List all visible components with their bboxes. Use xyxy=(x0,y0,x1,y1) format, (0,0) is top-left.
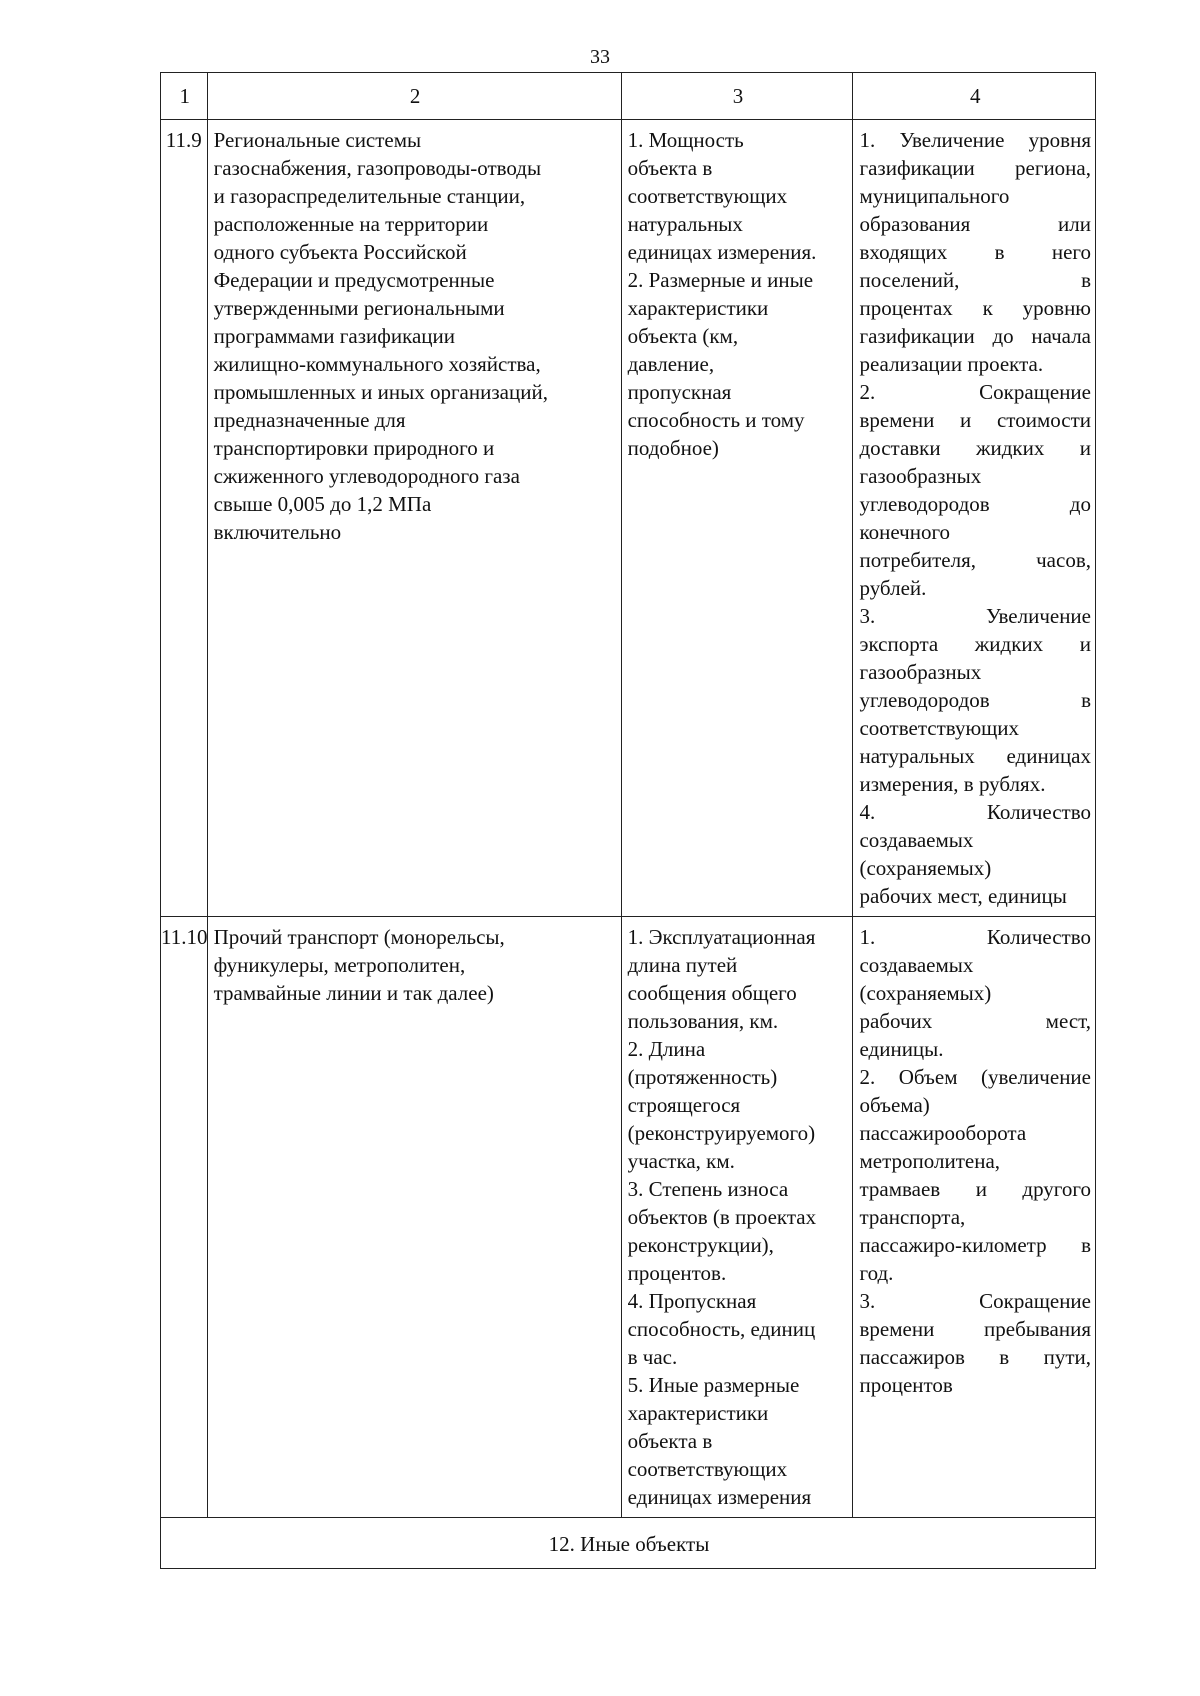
header-cell-1: 1 xyxy=(161,73,208,120)
cell-line: газообразных xyxy=(859,464,982,488)
cell-line: газификации региона, xyxy=(859,156,1091,180)
cell-line: трамвайные линии и так далее) xyxy=(213,981,494,1005)
cell-line: единицах измерения xyxy=(627,1485,812,1509)
cell-line: пропускная xyxy=(627,380,732,404)
characteristics-cell xyxy=(621,120,853,917)
cell-line: строящегося xyxy=(627,1093,741,1117)
header-cell-3: 3 xyxy=(621,73,853,120)
cell-line: 3. Сокращение xyxy=(859,1289,1091,1313)
cell-line: 2. Длина xyxy=(627,1037,706,1061)
cell-line: рабочих мест, единицы xyxy=(859,884,1067,908)
cell-line: давление, xyxy=(627,352,715,376)
cell-line: реконструкции), xyxy=(627,1233,774,1257)
indicators-cell xyxy=(853,917,1096,1518)
cell-line: пассажиров в пути, xyxy=(859,1345,1091,1369)
cell-line: (сохраняемых) xyxy=(859,856,992,880)
cell-line: сообщения общего xyxy=(627,981,797,1005)
cell-line: измерения, в рублях. xyxy=(859,772,1046,796)
cell-line: процентах к уровню xyxy=(859,296,1091,320)
cell-line: экспорта жидких и xyxy=(859,632,1091,656)
cell-line: (протяженность) xyxy=(627,1065,778,1089)
cell-line: 2. Объем (увеличение xyxy=(859,1065,1091,1089)
cell-line: углеводородов до xyxy=(859,492,1091,516)
cell-line: углеводородов в xyxy=(859,688,1091,712)
cell-line: образования или xyxy=(859,212,1091,236)
cell-line: объекта (км, xyxy=(627,324,739,348)
page-number: 33 xyxy=(590,46,610,68)
cell-line: пользования, км. xyxy=(627,1009,779,1033)
cell-line: 4. Пропускная xyxy=(627,1289,757,1313)
cell-line: соответствующих xyxy=(627,184,788,208)
cell-line: участка, км. xyxy=(627,1149,735,1173)
cell-line: доставки жидких и xyxy=(859,436,1091,460)
cell-line: 1. Мощность xyxy=(627,128,744,152)
cell-line: расположенные на территории xyxy=(213,212,489,236)
cell-line: процентов xyxy=(859,1373,953,1397)
cell-line: Прочий транспорт (монорельсы, xyxy=(213,925,505,949)
cell-line: 3. Увеличение xyxy=(859,604,1091,628)
object-type-cell xyxy=(207,917,621,1518)
cell-line: времени и стоимости xyxy=(859,408,1091,432)
cell-line: потребителя, часов, xyxy=(859,548,1091,572)
header-cell-2: 2 xyxy=(207,73,621,120)
cell-line: объектов (в проектах xyxy=(627,1205,817,1229)
cell-line: Региональные системы xyxy=(213,128,422,152)
cell-line: объекта в xyxy=(627,1429,713,1453)
cell-line: год. xyxy=(859,1261,894,1285)
object-type-cell xyxy=(207,120,621,917)
cell-line: газификации до начала xyxy=(859,324,1091,348)
cell-line: предназначенные для xyxy=(213,408,406,432)
cell-line: газоснабжения, газопроводы-отводы xyxy=(213,156,542,180)
cell-line: единицах измерения. xyxy=(627,240,817,264)
cell-line: времени пребывания xyxy=(859,1317,1091,1341)
cell-line: 3. Степень износа xyxy=(627,1177,789,1201)
table-row xyxy=(161,120,1096,917)
cell-line: 1. Эксплуатационная xyxy=(627,925,816,949)
cell-line: программами газификации xyxy=(213,324,456,348)
table-header-row xyxy=(161,73,1096,120)
cell-line: рабочих мест, xyxy=(859,1009,1091,1033)
cell-line: подобное) xyxy=(627,436,719,460)
cell-line: длина путей xyxy=(627,953,738,977)
cell-line: 5. Иные размерные xyxy=(627,1373,800,1397)
cell-line: метрополитена, xyxy=(859,1149,1001,1173)
cell-line: пассажирооборота xyxy=(859,1121,1027,1145)
document-table xyxy=(160,72,1096,1569)
cell-line: транспорта, xyxy=(859,1205,966,1229)
table-row xyxy=(161,917,1096,1518)
cell-line: конечного xyxy=(859,520,951,544)
cell-line: объекта в xyxy=(627,156,713,180)
cell-line: реализации проекта. xyxy=(859,352,1044,376)
cell-line: 2. Сокращение xyxy=(859,380,1091,404)
cell-line: 1. Количество xyxy=(859,925,1091,949)
section-title: 12. Иные объекты xyxy=(161,1518,1096,1569)
cell-line: входящих в него xyxy=(859,240,1091,264)
cell-line: жилищно-коммунального хозяйства, xyxy=(213,352,541,376)
cell-line: создаваемых xyxy=(859,953,974,977)
cell-line: 2. Размерные и иные xyxy=(627,268,814,292)
cell-line: соответствующих xyxy=(859,716,1020,740)
cell-line: сжиженного углеводородного газа xyxy=(213,464,520,488)
cell-line: включительно xyxy=(213,520,342,544)
header-cell-4: 4 xyxy=(853,73,1096,120)
cell-line: утвержденными региональными xyxy=(213,296,505,320)
cell-line: транспортировки природного и xyxy=(213,436,495,460)
cell-line: рублей. xyxy=(859,576,927,600)
cell-line: газообразных xyxy=(859,660,982,684)
cell-line: (сохраняемых) xyxy=(859,981,992,1005)
cell-line: свыше 0,005 до 1,2 МПа xyxy=(213,492,432,516)
cell-line: способность и тому xyxy=(627,408,805,432)
cell-line: процентов. xyxy=(627,1261,727,1285)
row-number: 11.9 xyxy=(161,120,208,917)
cell-line: поселений, в xyxy=(859,268,1091,292)
cell-line: пассажиро-километр в xyxy=(859,1233,1091,1257)
cell-line: соответствующих xyxy=(627,1457,788,1481)
cell-line: и газораспределительные станции, xyxy=(213,184,526,208)
cell-line: 4. Количество xyxy=(859,800,1091,824)
cell-line: способность, единиц xyxy=(627,1317,816,1341)
cell-line: характеристики xyxy=(627,1401,769,1425)
cell-line: муниципального xyxy=(859,184,1010,208)
characteristics-cell xyxy=(621,917,853,1518)
cell-line: объема) xyxy=(859,1093,930,1117)
indicators-cell xyxy=(853,120,1096,917)
cell-line: (реконструируемого) xyxy=(627,1121,816,1145)
section-row xyxy=(161,1518,1096,1569)
cell-line: единицы. xyxy=(859,1037,944,1061)
cell-line: создаваемых xyxy=(859,828,974,852)
cell-line: промышленных и иных организаций, xyxy=(213,380,548,404)
cell-line: одного субъекта Российской xyxy=(213,240,467,264)
cell-line: Федерации и предусмотренные xyxy=(213,268,495,292)
cell-line: в час. xyxy=(627,1345,678,1369)
cell-line: натуральных единицах xyxy=(859,744,1091,768)
cell-line: 1. Увеличение уровня xyxy=(859,128,1091,152)
cell-line: трамваев и другого xyxy=(859,1177,1091,1201)
cell-line: натуральных xyxy=(627,212,743,236)
cell-line: фуникулеры, метрополитен, xyxy=(213,953,466,977)
cell-line: характеристики xyxy=(627,296,769,320)
row-number: 11.10 xyxy=(161,917,208,1518)
